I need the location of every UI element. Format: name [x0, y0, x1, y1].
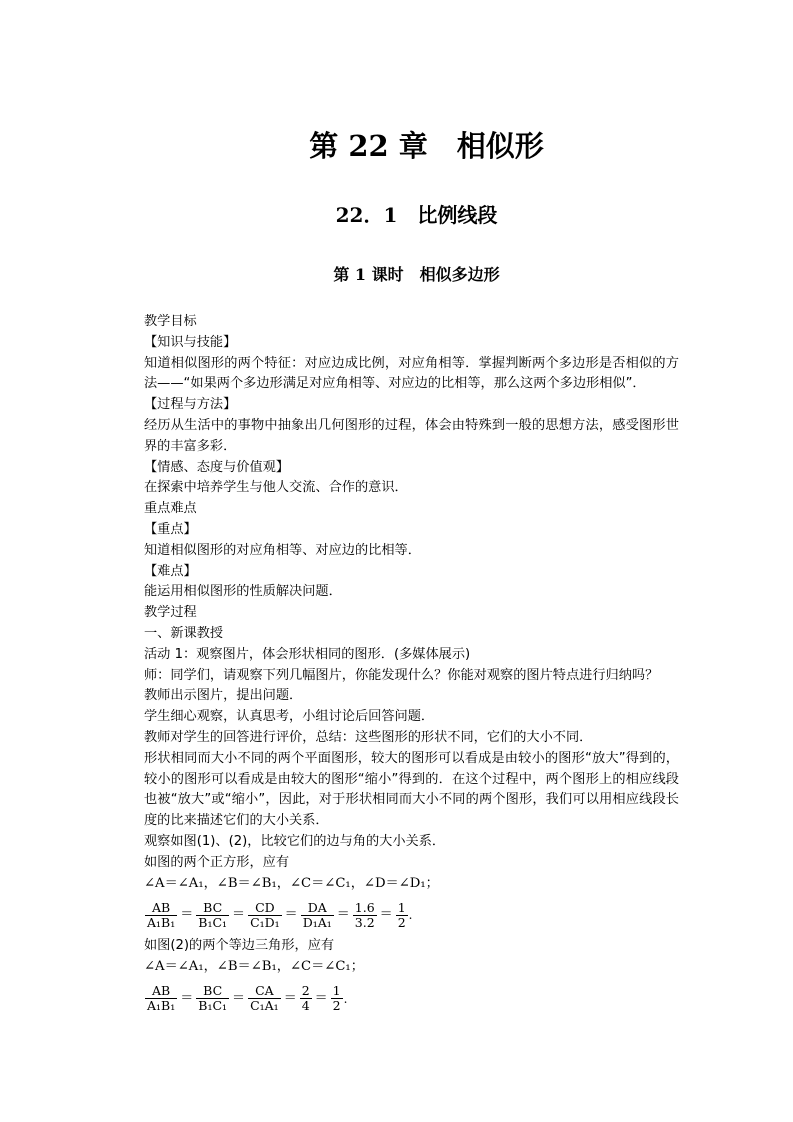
paragraph-similar-shapes: 形状相同而大小不同的两个平面图形，较大的图形可以看成是由较小的图形“放大”得到的，较小的图形可以看成是由较大的图形“缩小”得到的．在这个过程中，两个图形上的相应线段也被“放大”或“缩小”，因此，对于形状相同而大小不同的两个图形，我们可以用相应线段长度的比来描述它们的大小关系．: [144, 750, 679, 829]
subheading-key-points: 【重点】: [144, 521, 197, 537]
heading-teaching-process: 教学过程: [144, 605, 197, 621]
paragraph-knowledge-skills: 知道相似图形的两个特征：对应边成比例，对应角相等．掌握判断两个多边形是否相似的方法——“如果两个多边形满足对应角相等、对应边的比相等，那么这两个多边形相似”．: [144, 355, 679, 392]
heading-new-lesson: 一、新课教授: [144, 625, 224, 641]
ratio-equation-squares: $\frac{AB}{\text{A₁B₁}}$ ＝ $\frac{BC}{\text{B₁C₁}}$ ＝ $\frac{CD}{\text{C₁D₁}}$ ＝ $\frac{DA}{\text{D₁A₁}}$ ＝ $\frac{1.6}{3.2}$ ＝ $\frac{1}{2}$ .: [147, 899, 413, 930]
paragraph-key-points: 知道相似图形的对应角相等、对应边的比相等．: [144, 542, 421, 558]
observe-figures: 观察如图(1)、(2)，比较它们的边与角的大小关系．: [144, 833, 446, 849]
two-squares-intro: 如图的两个正方形，应有: [144, 854, 290, 870]
fraction: $\frac{2}{4}$: [301, 983, 310, 1014]
fraction: $\frac{CD}{\text{C₁D₁}}$: [250, 899, 280, 930]
fraction: $\frac{1}{2}$: [332, 983, 341, 1014]
paragraph-emotion-values: 在探索中培养学生与他人交流、合作的意识．: [144, 480, 408, 496]
ratio-equation-triangles: $\frac{AB}{\text{A₁B₁}}$ ＝ $\frac{BC}{\text{B₁C₁}}$ ＝ $\frac{CA}{\text{C₁A₁}}$ ＝ $\frac{2}{4}$ ＝ $\frac{1}{2}$ .: [147, 983, 348, 1014]
teacher-shows-pictures: 教师出示图片，提出问题．: [144, 688, 303, 704]
fraction: $\frac{CA}{\text{C₁A₁}}$: [250, 983, 279, 1014]
teacher-question: 师：同学们，请观察下列几幅图片，你能发现什么？你能对观察的图片特点进行归纳吗？: [144, 667, 659, 683]
paragraph-process-method: 经历从生活中的事物中抽象出几何图形的过程，体会由特殊到一般的思想方法，感受图形世界的丰富多彩．: [144, 417, 679, 454]
chapter-title: 第 22 章 相似形: [309, 129, 544, 163]
lesson-title: 第 1 课时 相似多边形: [333, 265, 500, 284]
angles-squares: ∠A＝∠A₁，∠B＝∠B₁，∠C＝∠C₁，∠D＝∠D₁；: [144, 875, 439, 891]
activity-1: 活动 1：观察图片，体会形状相同的图形．(多媒体展示): [144, 646, 471, 662]
teacher-summary: 教师对学生的回答进行评价，总结：这些图形的形状不同，它们的大小不同．: [144, 729, 593, 745]
section-title: 22．1 比例线段: [335, 203, 498, 227]
fraction: $\frac{1}{2}$: [397, 899, 406, 930]
subheading-emotion-values: 【情感、态度与价值观】: [144, 459, 290, 475]
students-observe: 学生细心观察，认真思考，小组讨论后回答问题．: [144, 709, 435, 725]
paragraph-difficult-points: 能运用相似图形的性质解决问题．: [144, 584, 342, 600]
fraction: $\frac{AB}{\text{A₁B₁}}$: [147, 899, 176, 930]
subheading-difficult-points: 【难点】: [144, 563, 197, 579]
fraction: $\frac{1.6}{3.2}$: [354, 899, 375, 930]
fraction: $\frac{AB}{\text{A₁B₁}}$: [147, 983, 176, 1014]
subheading-process-method: 【过程与方法】: [144, 397, 237, 413]
fraction: $\frac{DA}{\text{D₁A₁}}$: [302, 899, 332, 930]
heading-key-difficult-points: 重点难点: [144, 501, 197, 517]
subheading-knowledge-skills: 【知识与技能】: [144, 334, 237, 350]
fraction: $\frac{BC}{\text{B₁C₁}}$: [198, 983, 228, 1014]
angles-triangles: ∠A＝∠A₁，∠B＝∠B₁，∠C＝∠C₁；: [144, 959, 364, 975]
document-body: [117, 312, 679, 1020]
two-triangles-intro: 如图(2)的两个等边三角形，应有: [144, 938, 335, 954]
fraction: $\frac{BC}{\text{B₁C₁}}$: [198, 899, 228, 930]
heading-teaching-goals: 教学目标: [144, 314, 197, 329]
